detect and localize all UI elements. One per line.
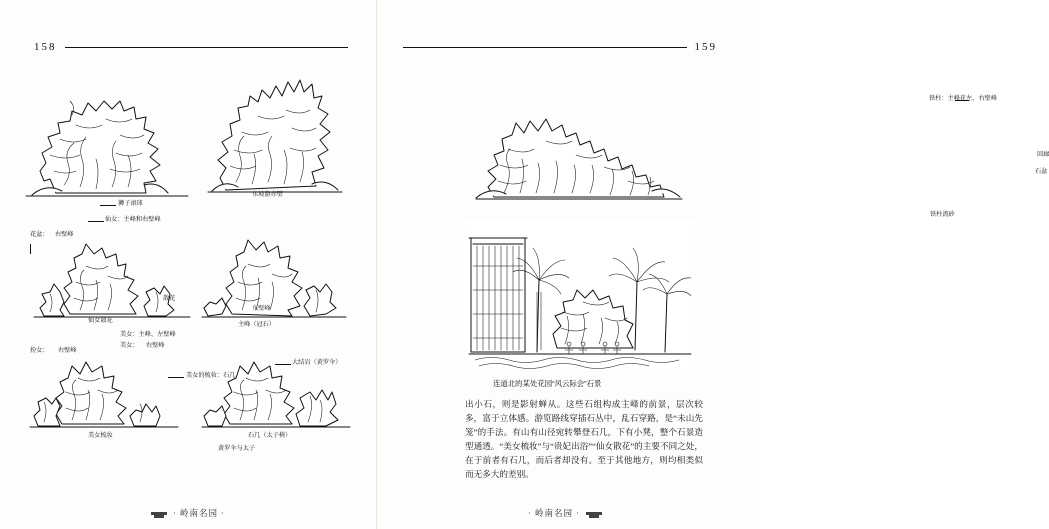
label-east-slope: 东坡游赤壁 xyxy=(252,191,283,198)
label-hanging-flower: 散花 xyxy=(163,295,176,302)
figure-lion-rolling-ball xyxy=(20,75,195,200)
left-page xyxy=(0,0,377,529)
right-footer-text: · 岭南名园 · xyxy=(528,508,580,518)
header-rule xyxy=(65,47,349,48)
caption-shiji: 石几（太子椅） xyxy=(248,432,292,439)
right-folio-number: 159 xyxy=(694,40,717,53)
left-page-header xyxy=(26,40,348,54)
leader-line xyxy=(168,377,184,378)
label-east-bi: 东壁峰 xyxy=(252,305,271,312)
left-footer-text: · 岭南名园 · xyxy=(173,508,225,518)
label-rt-iron-pillar-sand: 铁柱流砂 xyxy=(930,211,955,218)
figure-east-wall-peak xyxy=(200,230,350,320)
figure-east-slope-red-cliff xyxy=(200,62,350,197)
label-beauty-main-peak: 美女：主峰、左壁峰 xyxy=(120,331,176,338)
label-rt-main-peak: 铁柱：主峰花左、右壁峰 xyxy=(929,95,998,102)
seal-icon xyxy=(151,508,167,518)
label-lion-rolling-ball: 狮子滚球 xyxy=(118,200,143,207)
leader-line xyxy=(100,205,116,206)
label-meinv-mirror: 美女： xyxy=(120,342,139,349)
label-rt-stone-basin: 石盆 xyxy=(1035,168,1048,175)
figure-fairy-scattering-flowers xyxy=(30,240,195,320)
label-right-wall-peak: 右壁峰 xyxy=(55,231,74,238)
leader-line xyxy=(275,364,291,365)
label-fairy-scatter: 仙女散花 xyxy=(88,317,113,324)
right-page xyxy=(377,0,1049,529)
figure-garden-scene xyxy=(465,220,695,370)
left-page-footer xyxy=(0,507,376,519)
figure-beauty-combing-hair xyxy=(28,352,183,430)
caption-huangluo: 黄罗伞与太子 xyxy=(218,445,256,452)
seal-icon xyxy=(586,508,602,518)
right-page-header xyxy=(403,40,725,54)
header-rule xyxy=(403,47,687,48)
left-folio-number: 158 xyxy=(34,40,57,53)
body-paragraph: 出小石，则是影射蝉从。这些石组构成主峰的前景，层次较多，富于立体感。游览路线穿插石丛中，乱石穿路，是“未山先笼”的手法。有山有山径宛转攀登石几，下有小凳，整个石景造型通透。“美女梳妆”与“贵妃出浴”“仙女散花”的主要不同之处，在于前者有石几，而后者却没有。至于其他地方，则均相类似而无多大的差别。 xyxy=(465,399,703,479)
leader-line xyxy=(30,244,31,254)
right-page-footer xyxy=(377,507,753,519)
leader-line xyxy=(88,221,104,222)
label-main-guan-stone: 主峰（冠石） xyxy=(238,321,276,328)
figure-caption: 连道北的某处花园“风云际会”石景 xyxy=(493,379,602,388)
label-right-wall-3: 右壁峰 xyxy=(146,342,165,349)
caption-beauty-combing: 美女梳妆 xyxy=(88,432,113,439)
label-big-knot: 大结岩（黄罗伞） xyxy=(292,359,342,366)
label-rt-corridor: 回廊 xyxy=(1037,151,1049,158)
label-immortal-peak: 仙女：主峰和右壁峰 xyxy=(105,216,161,223)
label-meinv-stool: 美女的梳妆：石几 xyxy=(186,372,236,379)
label-flower-shelf: 花盆： xyxy=(30,231,49,238)
label-deng-nv: 扮女： xyxy=(30,347,49,354)
figure-iron-pillar-rockery xyxy=(472,105,687,205)
label-right-wall-2: 右壁峰 xyxy=(58,347,77,354)
